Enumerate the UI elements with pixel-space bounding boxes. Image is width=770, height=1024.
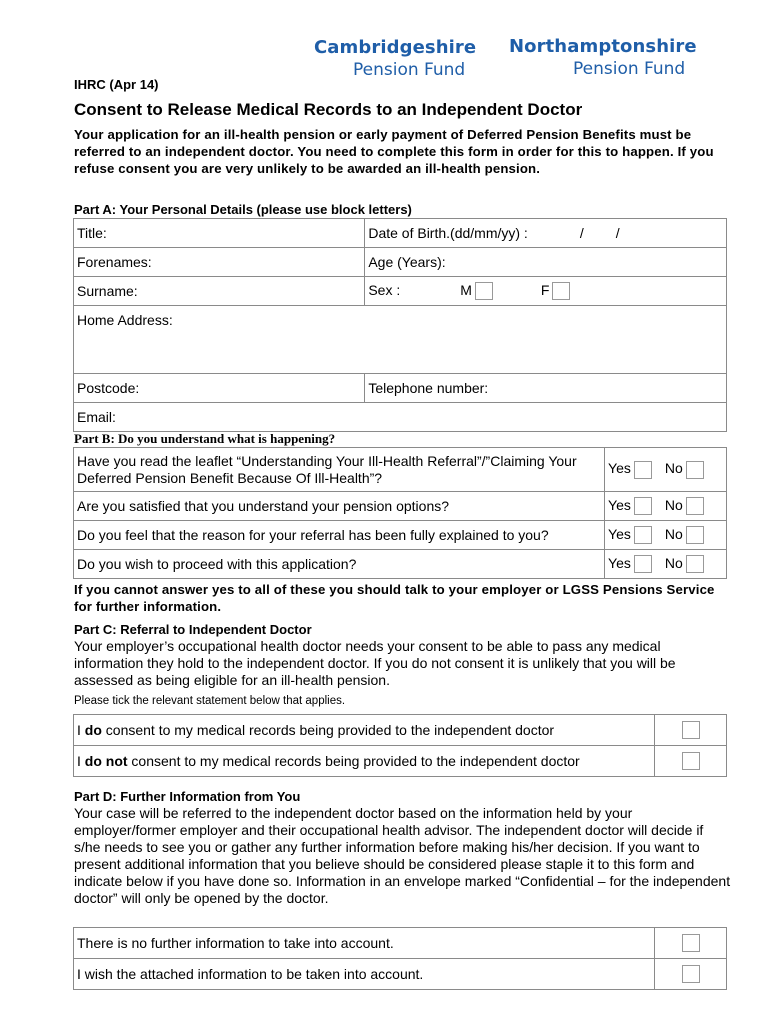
age-label: Age (Years): — [368, 254, 446, 270]
no-label: No — [664, 496, 683, 513]
question-text: Do you feel that the reason for your referral has been fully explained to you? — [77, 527, 549, 543]
cambridgeshire-logo-name: Cambridgeshire — [314, 37, 477, 58]
option-emphasis: do not — [84, 753, 128, 769]
consent-option-do-not — [74, 746, 655, 777]
consent-do-cell — [655, 715, 727, 746]
age-field[interactable] — [365, 248, 727, 277]
no-further-info-checkbox[interactable] — [682, 934, 700, 952]
question-3 — [74, 521, 605, 550]
question-text: Have you read the leaflet “Understanding Your Ill-Health Referral”/”Claiming Your Deferred Pension Benefit Because Of Ill-Health”? — [77, 452, 577, 486]
q4-yes-checkbox[interactable] — [634, 555, 652, 573]
option-text: I wish the attached information to be taken into account. — [77, 966, 424, 982]
question-1 — [74, 448, 605, 492]
consent-do-not-checkbox[interactable] — [682, 752, 700, 770]
part-c-table — [73, 714, 727, 777]
part-a-heading: Part A: Your Personal Details (please use block letters) — [74, 202, 412, 217]
option-text: I — [77, 753, 85, 769]
dob-field[interactable] — [365, 219, 727, 248]
q2-yes-checkbox[interactable] — [634, 497, 652, 515]
no-label: No — [664, 525, 683, 542]
part-d-body: Your case will be referred to the independent doctor based on the information held by your employer/former employer and their occupational health advisor. The independent doctor will decide if s/he needs to see you or gather any further information before making his/her decision. If you want to present additional information that you believe should be considered please staple it to this form and indicate below if you have done so. Information in an envelope marked “Confidential – for the independent doctor” will only be opened by the doctor. — [74, 805, 731, 906]
sex-m-label: M — [460, 281, 472, 298]
postcode-label: Postcode: — [77, 380, 140, 396]
part-b-note: If you cannot answer yes to all of these you should talk to your employer or LGSS Pensions Service for further information. — [74, 582, 715, 614]
part-d-heading: Part D: Further Information from You — [74, 789, 301, 804]
answer-3 — [605, 521, 727, 550]
telephone-label: Telephone number: — [368, 380, 489, 396]
title-field[interactable] — [74, 219, 365, 248]
q3-no-checkbox[interactable] — [686, 526, 704, 544]
surname-label: Surname: — [77, 283, 138, 299]
q1-yes-checkbox[interactable] — [634, 461, 652, 479]
sex-field — [365, 277, 727, 306]
part-d-table — [73, 927, 727, 990]
home-address-field[interactable] — [74, 306, 727, 374]
attached-info-option — [74, 959, 655, 990]
part-b-heading: Part B: Do you understand what is happening? — [74, 431, 336, 446]
northamptonshire-logo-name: Northamptonshire — [509, 36, 697, 57]
dob-separator: / — [615, 225, 620, 241]
no-label: No — [664, 460, 683, 477]
q3-yes-checkbox[interactable] — [634, 526, 652, 544]
email-field[interactable] — [74, 403, 727, 432]
sex-m-checkbox[interactable] — [475, 282, 493, 300]
part-c-heading: Part C: Referral to Independent Doctor — [74, 622, 312, 637]
option-text: consent to my medical records being provided to the independent doctor — [101, 722, 555, 738]
part-b-table — [73, 447, 727, 579]
attached-info-checkbox[interactable] — [682, 965, 700, 983]
northamptonshire-logo-sub: Pension Fund — [573, 59, 686, 79]
part-c-body: Your employer’s occupational health doctor needs your consent to be able to pass any medical information they hold to the independent doctor. If you do not consent it is unlikely that you will be assessed as being eligible for an ill-health pension. — [74, 638, 676, 688]
consent-option-do — [74, 715, 655, 746]
home-address-label: Home Address: — [77, 312, 173, 328]
dob-label: Date of Birth.(dd/mm/yy) : — [368, 225, 528, 241]
part-c-instruction: Please tick the relevant statement below that applies. — [74, 695, 346, 707]
option-text: consent to my medical records being provided to the independent doctor — [127, 753, 580, 769]
page-title: Consent to Release Medical Records to an Independent Doctor — [74, 100, 583, 119]
yes-label: Yes — [608, 460, 631, 477]
yes-label: Yes — [608, 525, 631, 542]
email-label: Email: — [77, 409, 116, 425]
q4-no-checkbox[interactable] — [686, 555, 704, 573]
yes-label: Yes — [608, 496, 631, 513]
title-label: Title: — [77, 225, 107, 241]
sex-f-label: F — [540, 281, 550, 298]
no-further-info-option — [74, 928, 655, 959]
no-further-info-cell — [655, 928, 727, 959]
option-emphasis: do — [84, 722, 102, 738]
question-text: Are you satisfied that you understand your pension options? — [77, 498, 450, 514]
dob-separator: / — [579, 225, 584, 241]
question-2 — [74, 492, 605, 521]
attached-info-cell — [655, 959, 727, 990]
sex-label: Sex : — [368, 281, 401, 298]
forenames-label: Forenames: — [77, 254, 152, 270]
consent-do-not-cell — [655, 746, 727, 777]
postcode-field[interactable] — [74, 374, 365, 403]
telephone-field[interactable] — [365, 374, 727, 403]
q2-no-checkbox[interactable] — [686, 497, 704, 515]
answer-4 — [605, 550, 727, 579]
question-4 — [74, 550, 605, 579]
question-text: Do you wish to proceed with this application? — [77, 556, 357, 572]
answer-1 — [605, 448, 727, 492]
form-reference: IHRC (Apr 14) — [74, 77, 159, 92]
part-a-table — [73, 218, 727, 432]
consent-do-checkbox[interactable] — [682, 721, 700, 739]
cambridgeshire-logo-sub: Pension Fund — [353, 60, 466, 80]
yes-label: Yes — [608, 554, 631, 571]
option-text: There is no further information to take into account. — [77, 935, 394, 951]
q1-no-checkbox[interactable] — [686, 461, 704, 479]
no-label: No — [664, 554, 683, 571]
surname-field[interactable] — [74, 277, 365, 306]
sex-f-checkbox[interactable] — [552, 282, 570, 300]
intro-text: Your application for an ill-health pension or early payment of Deferred Pension Benefits must be referred to an independent doctor. You need to complete this form in order for this to happen. If you refuse consent you are very unlikely to be awarded an ill-health pension. — [74, 127, 714, 176]
answer-2 — [605, 492, 727, 521]
forenames-field[interactable] — [74, 248, 365, 277]
option-text: I — [77, 722, 85, 738]
